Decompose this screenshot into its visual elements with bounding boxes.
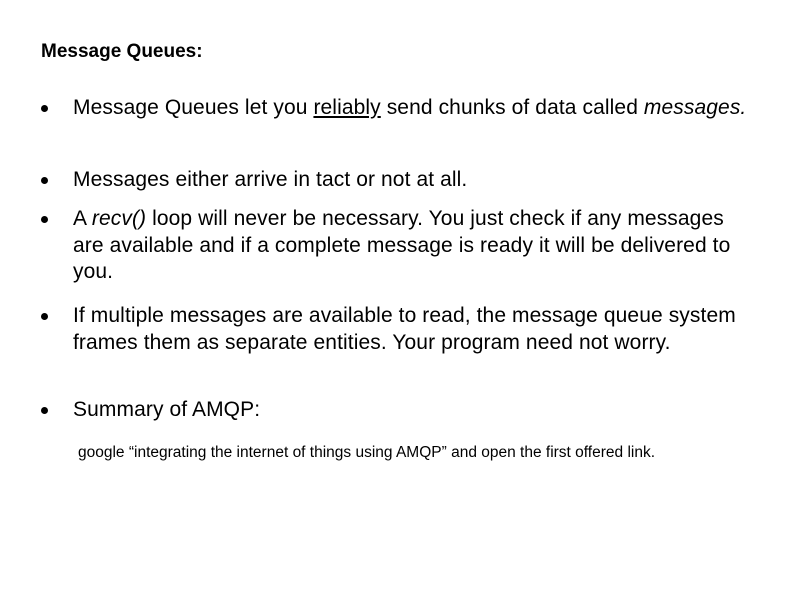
bullet-text: Messages either arrive in tact or not at all. bbox=[73, 168, 468, 191]
slide-title: Message Queues: bbox=[41, 41, 203, 62]
bullet-dot-icon bbox=[41, 313, 48, 320]
bullet-text: Message Queues let you reliably send chunks of data called messages. bbox=[73, 96, 747, 119]
bullet-dot-icon bbox=[41, 216, 48, 223]
note-text: google “integrating the internet of things using AMQP” and open the first offered link. bbox=[78, 444, 656, 461]
bullet-dot-icon bbox=[41, 177, 48, 184]
bullet-text: Summary of AMQP: bbox=[73, 398, 261, 421]
bullet-text: A recv() loop will never be necessary. You just check if any messages are available and if a complete message is ready it will be delivered to you. bbox=[73, 207, 731, 283]
bullet-text: If multiple messages are available to read, the message queue system frames them as separate entities. Your program need not worry. bbox=[73, 304, 736, 354]
emphasis-underline: reliably bbox=[313, 96, 381, 119]
emphasis-italic: recv() bbox=[91, 207, 147, 230]
emphasis-italic: messages. bbox=[643, 96, 747, 119]
bullet-dot-icon bbox=[41, 105, 48, 112]
bullet-dot-icon bbox=[41, 407, 48, 414]
